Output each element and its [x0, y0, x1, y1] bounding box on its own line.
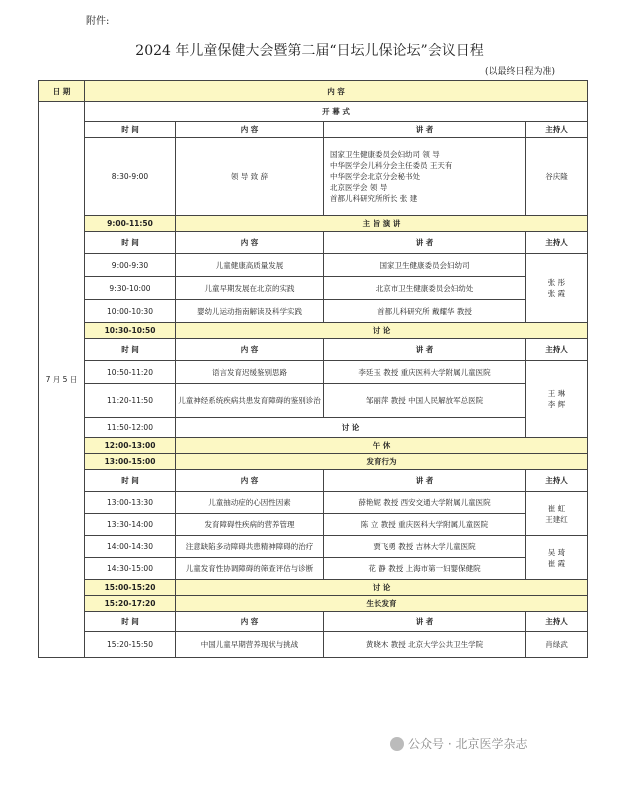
- table-row: [39, 558, 588, 580]
- table-header-row: [39, 81, 588, 102]
- col-time: 时 间: [85, 232, 176, 254]
- section-label: 讨 论: [176, 323, 588, 339]
- section-row: [39, 454, 588, 470]
- speaker-line: 首都儿科研究所所长 张 建: [330, 194, 418, 203]
- speaker-line: 中华医学会儿科分会主任委员 王天有: [330, 161, 453, 170]
- host-name: 崔 霞: [547, 558, 566, 568]
- speaker-cell: 贾飞勇 教授 吉林大学儿童医院: [324, 536, 526, 558]
- col-content: 内 容: [176, 339, 324, 361]
- host-name: 张 彤: [547, 278, 566, 287]
- speaker-cell: 花 静 教授 上海市第一妇婴保健院: [324, 558, 526, 580]
- speaker-cell: 李廷玉 教授 重庆医科大学附属儿童医院: [324, 361, 526, 384]
- content-cell: 儿童早期发展在北京的实践: [176, 277, 324, 300]
- table-row: [39, 514, 588, 536]
- speaker-cell: 陈 立 教授 重庆医科大学附属儿童医院: [324, 514, 526, 536]
- content-cell: 发育障碍性疾病的营养管理: [176, 514, 324, 536]
- content-cell: 领 导 致 辞: [176, 138, 324, 216]
- col-time: 时 间: [85, 122, 176, 138]
- host-name: 李 辉: [547, 400, 566, 409]
- section-row: [39, 438, 588, 454]
- speaker-cell: 国家卫生健康委员会妇幼司: [324, 254, 526, 277]
- page-title: 2024 年儿童保健大会暨第二届“日坛儿保论坛”会议日程: [135, 43, 484, 59]
- section-time: 10:30-10:50: [85, 323, 176, 339]
- host-name: 王建红: [545, 514, 568, 524]
- speaker-cell: 邹丽萍 教授 中国人民解放军总医院: [324, 384, 526, 418]
- time-cell: 11:50-12:00: [85, 418, 176, 438]
- col-speaker: 讲 者: [324, 470, 526, 492]
- time-cell: 14:00-14:30: [85, 536, 176, 558]
- date-cell: 7 月 5 日: [39, 102, 85, 658]
- time-cell: 8:30-9:00: [85, 138, 176, 216]
- attachment-label: 附件:: [86, 16, 110, 27]
- speaker-cell: [324, 138, 526, 216]
- table-row: [39, 254, 588, 277]
- section-time: 9:00-11:50: [85, 216, 176, 232]
- col-speaker: 讲 者: [324, 232, 526, 254]
- section-row: [39, 323, 588, 339]
- content-cell: 注意缺陷多动障碍共患精神障碍的治疗: [176, 536, 324, 558]
- time-cell: 10:50-11:20: [85, 361, 176, 384]
- section-label: 主 旨 演 讲: [176, 216, 588, 232]
- section-row: [39, 216, 588, 232]
- host-cell: [526, 254, 588, 323]
- column-header-row: [39, 122, 588, 138]
- col-host: 主持人: [526, 232, 588, 254]
- col-content: 内 容: [176, 122, 324, 138]
- col-speaker: 讲 者: [324, 122, 526, 138]
- speaker-cell: 黄晓木 教授 北京大学公共卫生学院: [324, 632, 526, 658]
- table-row: [39, 384, 588, 418]
- col-content: 内 容: [176, 612, 324, 632]
- col-time: 时 间: [85, 612, 176, 632]
- host-cell: [526, 361, 588, 438]
- speaker-cell: 北京市卫生健康委员会妇幼处: [324, 277, 526, 300]
- schedule-note: (以最终日程为准): [484, 67, 555, 77]
- host-cell: [526, 492, 588, 536]
- table-row: [39, 418, 588, 438]
- host-cell: [526, 536, 588, 580]
- host-name: 崔 虹: [547, 503, 566, 513]
- column-header-row: [39, 612, 588, 632]
- col-host: 主持人: [526, 470, 588, 492]
- col-host: 主持人: [526, 122, 588, 138]
- content-cell: 语言发育迟缓鉴别思路: [176, 361, 324, 384]
- col-time: 时 间: [85, 470, 176, 492]
- time-cell: 9:00-9:30: [85, 254, 176, 277]
- host-cell: 谷庆隆: [526, 138, 588, 216]
- speaker-cell: 首都儿科研究所 戴耀华 教授: [324, 300, 526, 323]
- time-cell: 13:30-14:00: [85, 514, 176, 536]
- col-content: 内 容: [176, 232, 324, 254]
- section-time: 15:20-17:20: [85, 596, 176, 612]
- section-row: [39, 102, 588, 122]
- column-header-row: [39, 232, 588, 254]
- table-row: [39, 277, 588, 300]
- table-row: [39, 300, 588, 323]
- section-time: 15:00-15:20: [85, 580, 176, 596]
- header-content: 内 容: [85, 81, 588, 102]
- wechat-icon: [390, 737, 404, 751]
- section-row: [39, 580, 588, 596]
- section-time: 12:00-13:00: [85, 438, 176, 454]
- col-speaker: 讲 者: [324, 612, 526, 632]
- section-label: 发育行为: [176, 454, 588, 470]
- column-header-row: [39, 339, 588, 361]
- col-host: 主持人: [526, 339, 588, 361]
- schedule-table: [38, 80, 588, 658]
- table-row: [39, 138, 588, 216]
- section-time: 13:00-15:00: [85, 454, 176, 470]
- header-date: 日 期: [39, 81, 85, 102]
- opening-label: 开 幕 式: [85, 102, 588, 122]
- time-cell: 13:00-13:30: [85, 492, 176, 514]
- time-cell: 15:20-15:50: [85, 632, 176, 658]
- content-cell: 儿童抽动症的心因性因素: [176, 492, 324, 514]
- section-label: 讨 论: [176, 580, 588, 596]
- section-row: [39, 596, 588, 612]
- content-cell: 儿童健康高质量发展: [176, 254, 324, 277]
- host-name: 张 霞: [547, 289, 566, 298]
- content-cell: 儿童发育性协调障碍的筛查评估与诊断: [176, 558, 324, 580]
- host-cell: 肖绿武: [526, 632, 588, 658]
- col-speaker: 讲 者: [324, 339, 526, 361]
- content-cell: 中国儿童早期营养现状与挑战: [176, 632, 324, 658]
- time-cell: 14:30-15:00: [85, 558, 176, 580]
- content-cell: 婴幼儿运动指南解读及科学实践: [176, 300, 324, 323]
- speaker-line: 北京医学会 领 导: [330, 183, 388, 192]
- host-name: 王 琳: [547, 389, 566, 398]
- section-label: 午 休: [176, 438, 588, 454]
- col-time: 时 间: [85, 339, 176, 361]
- section-label: 生长发育: [176, 596, 588, 612]
- speaker-line: 国家卫生健康委员会妇幼司 领 导: [330, 150, 440, 159]
- watermark: [390, 735, 527, 752]
- col-content: 内 容: [176, 470, 324, 492]
- table-row: [39, 632, 588, 658]
- speaker-line: 中华医学会北京分会秘书处: [330, 172, 420, 181]
- time-cell: 10:00-10:30: [85, 300, 176, 323]
- watermark-text: 公众号 · 北京医学杂志: [408, 737, 528, 751]
- table-row: [39, 492, 588, 514]
- table-row: [39, 536, 588, 558]
- time-cell: 9:30-10:00: [85, 277, 176, 300]
- speaker-cell: 薛艳妮 教授 西安交通大学附属儿童医院: [324, 492, 526, 514]
- content-cell: 讨 论: [176, 418, 526, 438]
- col-host: 主持人: [526, 612, 588, 632]
- host-name: 吴 琦: [547, 547, 566, 557]
- table-row: [39, 361, 588, 384]
- content-cell: 儿童神经系统疾病共患发育障碍的鉴别诊治: [176, 384, 324, 418]
- time-cell: 11:20-11:50: [85, 384, 176, 418]
- column-header-row: [39, 470, 588, 492]
